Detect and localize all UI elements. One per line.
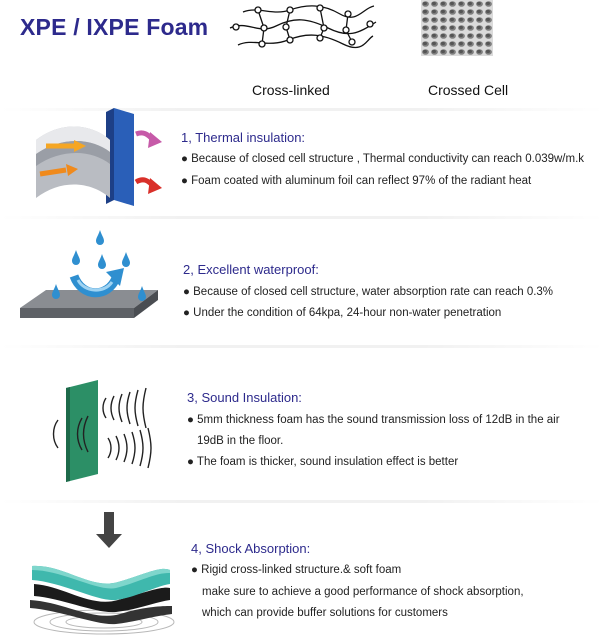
heat-reflection-icon	[22, 100, 162, 208]
caption-crossed-cell: Crossed Cell	[428, 82, 509, 98]
sound-wall-icon	[48, 378, 168, 488]
section-sound-title: 3, Sound Insulation:	[187, 390, 302, 405]
section-waterproof-title: 2, Excellent waterproof:	[183, 262, 319, 277]
page-title: XPE / IXPE Foam	[20, 14, 209, 40]
section-waterproof-line-2: ● Under the condition of 64kpa, 24-hour non-water penetration	[183, 307, 502, 319]
shock-layers-icon	[24, 510, 174, 640]
water-drops-icon	[16, 224, 161, 324]
divider	[0, 216, 604, 219]
section-shock-line-3: which can provide buffer solutions for customers	[202, 607, 448, 619]
section-sound-line-2: 19dB in the floor.	[197, 435, 284, 447]
divider	[0, 345, 604, 348]
caption-cross-linked: Cross-linked	[252, 82, 330, 98]
section-sound-line-1: ● 5mm thickness foam has the sound transmission loss of 12dB in the air	[187, 414, 560, 426]
section-shock-title: 4, Shock Absorption:	[191, 541, 311, 556]
section-thermal-line-2: ● Foam coated with aluminum foil can reflect 97% of the radiant heat	[181, 175, 532, 187]
section-shock-line-1: ● Rigid cross-linked structure.& soft foam	[191, 564, 402, 576]
foam-cell-texture-icon	[421, 0, 493, 56]
section-shock-line-2: make sure to achieve a good performance of shock absorption,	[202, 586, 524, 598]
section-sound-line-3: ● The foam is thicker, sound insulation effect is better	[187, 456, 459, 468]
cross-linked-structure-icon	[228, 0, 378, 55]
section-thermal-line-1: ● Because of closed cell structure , Thermal conductivity can reach 0.039w/m.k	[181, 153, 585, 165]
section-thermal-title: 1, Thermal insulation:	[181, 130, 306, 145]
divider	[0, 500, 604, 503]
section-waterproof-line-1: ● Because of closed cell structure, water absorption rate can reach 0.3%	[183, 286, 554, 298]
